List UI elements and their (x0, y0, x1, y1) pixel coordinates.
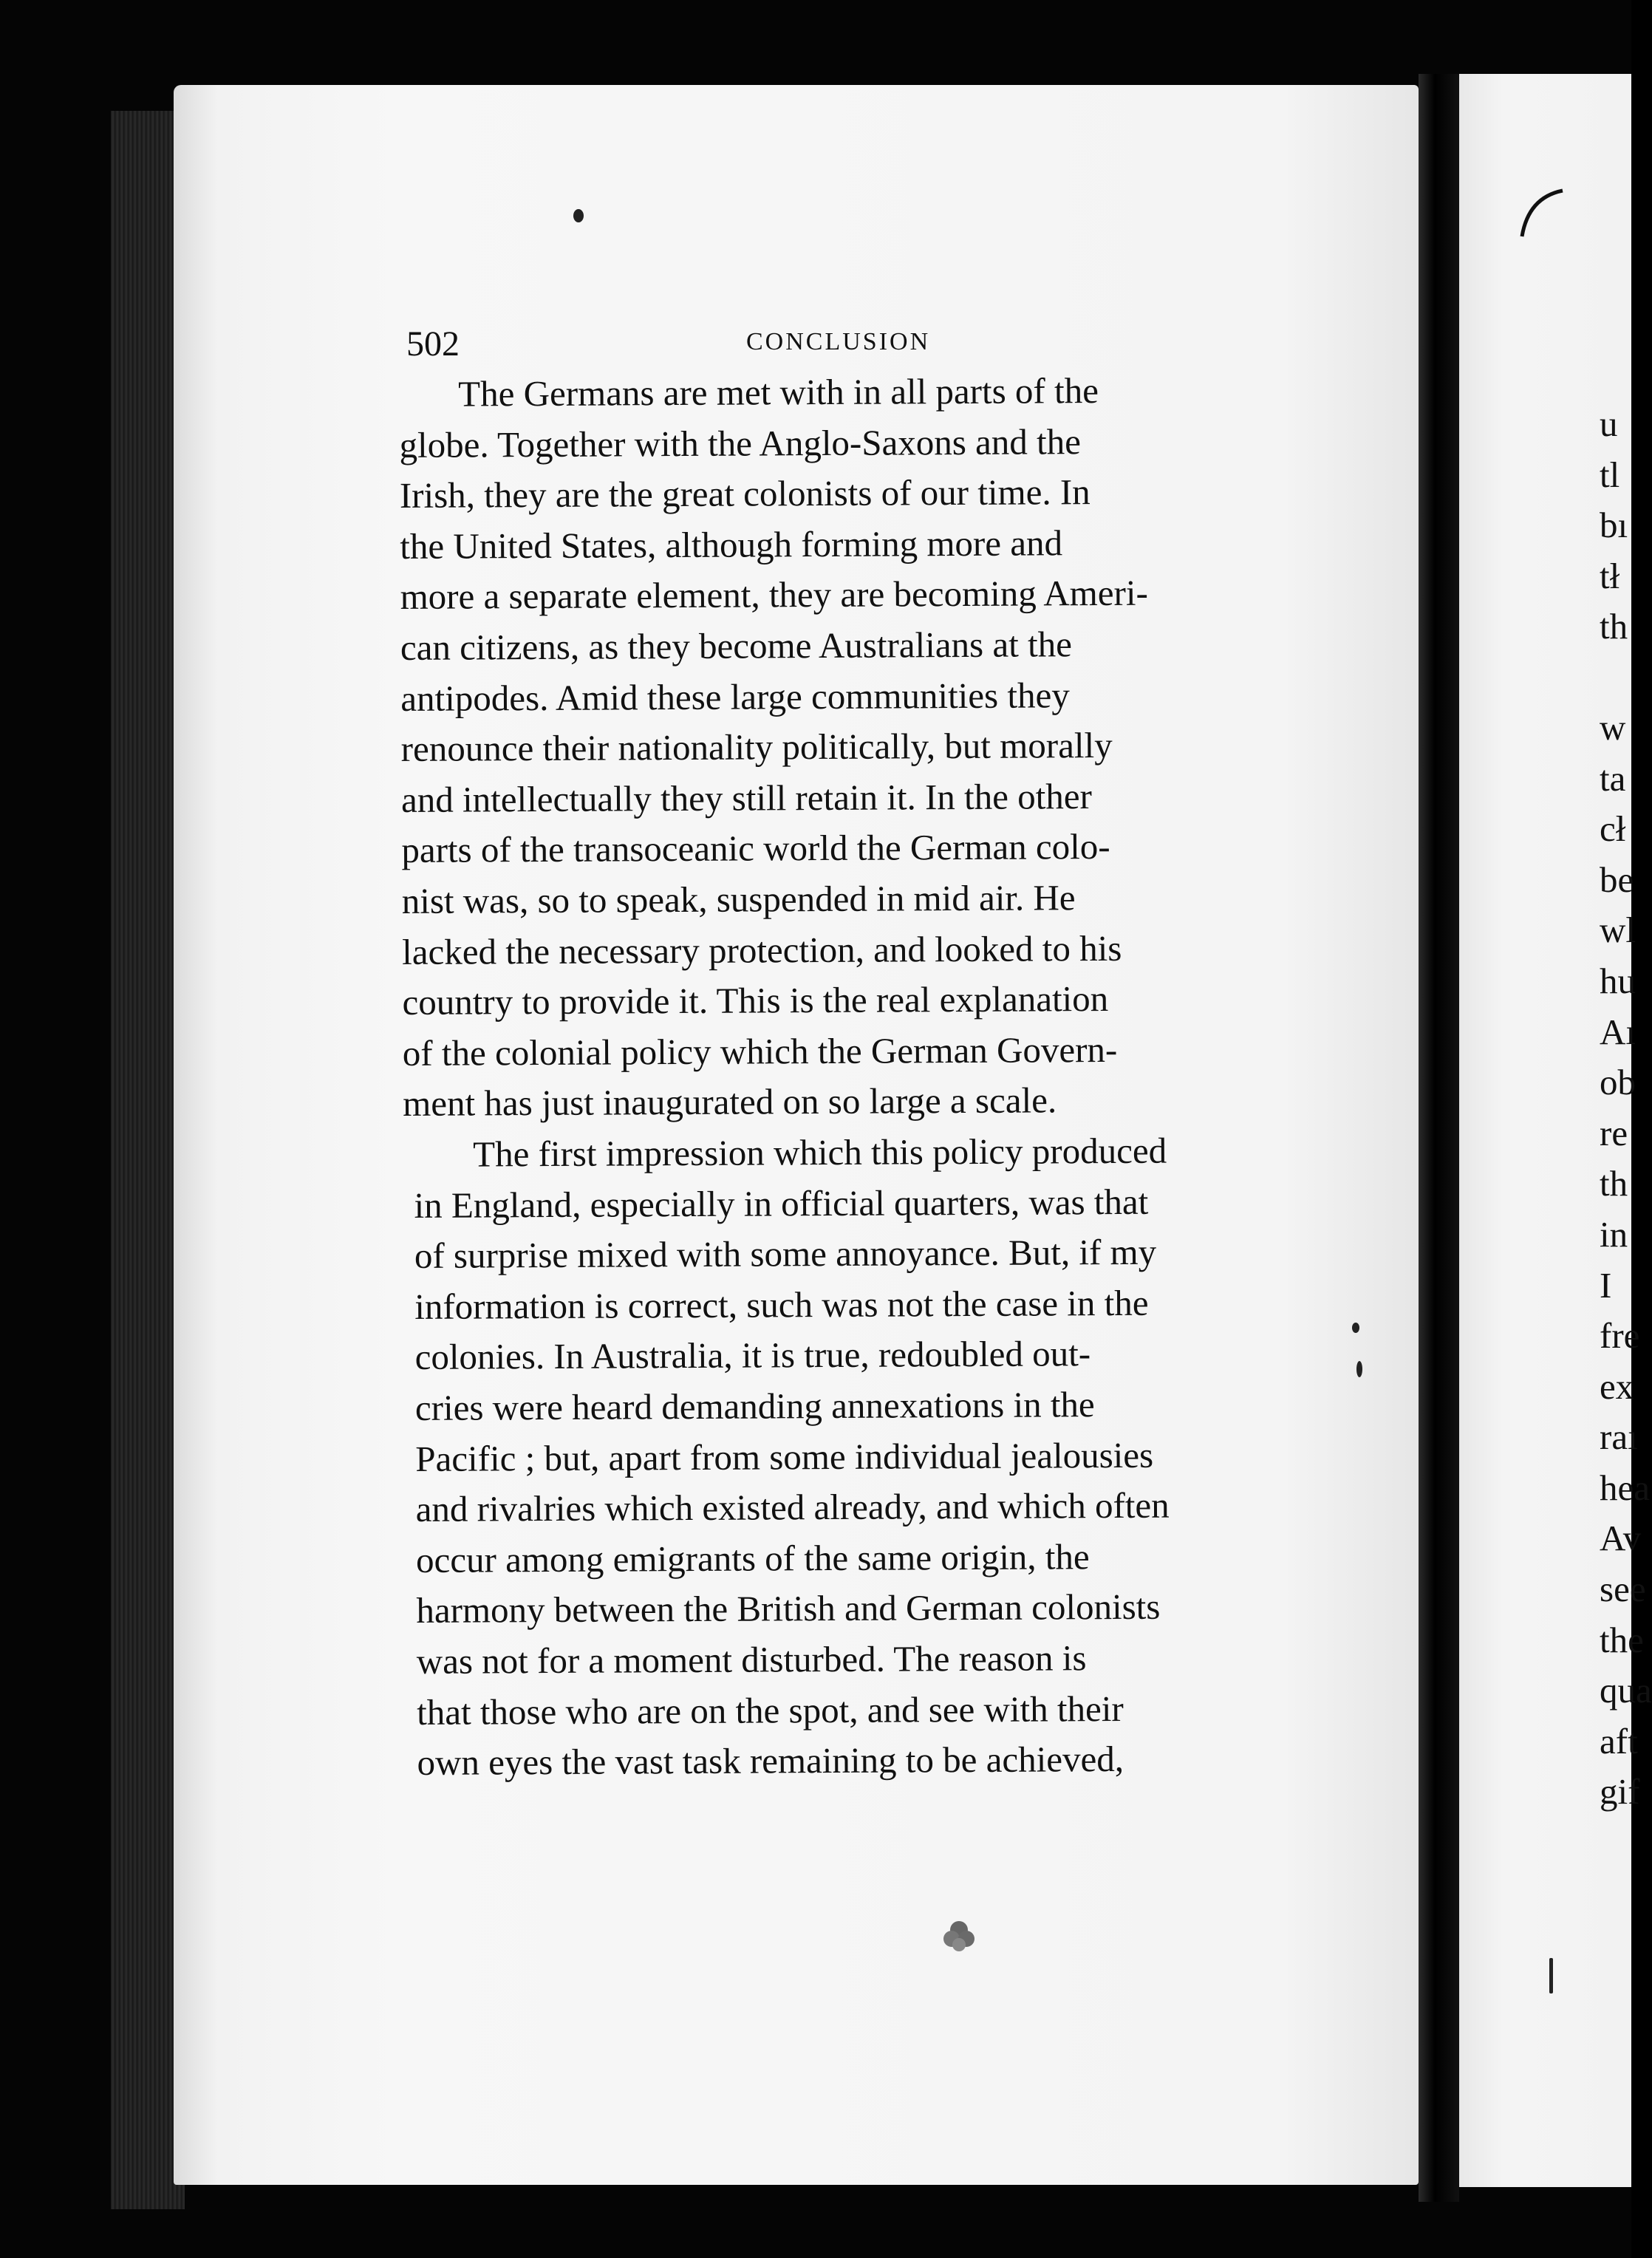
fragment-line: th (1600, 1163, 1628, 1204)
text-line: The Germans are met with in all parts of the (458, 370, 1099, 415)
pencil-mark-icon (1507, 177, 1574, 244)
ink-speck (573, 209, 584, 222)
fragment-line: ob (1600, 1062, 1636, 1103)
fragment-line: Av (1600, 1518, 1642, 1559)
text-line: cries were heard demanding annexations in the (414, 1384, 1095, 1428)
text-line: and rivalries which existed already, and which often (415, 1484, 1170, 1530)
fragment-line: the (1600, 1619, 1644, 1660)
text-line: colonies. In Australia, it is true, redoubled out- (414, 1333, 1091, 1378)
fragment-line: Aı (1600, 1011, 1636, 1052)
text-line: was not for a moment disturbed. The reason is (416, 1637, 1087, 1682)
fragment-line: hu (1600, 960, 1636, 1001)
paragraph-2 (414, 1125, 1322, 1788)
text-line: country to provide it. This is the real explanation (402, 978, 1109, 1023)
text-line: can citizens, as they become Australians at the (400, 624, 1073, 668)
fragment-line: ta (1600, 757, 1626, 799)
text-line: renounce their nationality politically, but morally (400, 725, 1113, 770)
ink-speck (1549, 1958, 1553, 1993)
text-line: ment has just inaugurated on so large a scale. (403, 1079, 1057, 1125)
fragment-line: be (1600, 859, 1634, 900)
fragment-line: ex (1600, 1365, 1634, 1407)
fragment-line: I (1600, 1264, 1612, 1306)
text-line: that those who are on the spot, and see with their (416, 1688, 1124, 1733)
running-head: CONCLUSION (746, 328, 931, 355)
text-line: more a separate element, they are becoming Ameri- (400, 573, 1148, 618)
fragment-line: qua (1600, 1670, 1652, 1711)
fragment-line: aft (1600, 1720, 1638, 1761)
page-header (399, 310, 1319, 369)
fragment-line: w (1600, 706, 1626, 748)
text-line: Irish, they are the great colonists of our time. In (399, 471, 1090, 516)
text-line: globe. Together with the Anglo-Saxons and the (399, 420, 1082, 465)
book-gutter (1419, 74, 1459, 2202)
fragment-line: gif (1600, 1771, 1640, 1812)
text-line: occur among emigrants of the same origin, the (415, 1535, 1090, 1580)
text-line: information is correct, such was not the case in the (414, 1282, 1149, 1327)
facing-page-text-fragments (1600, 399, 1652, 1818)
fragment-line: wl (1600, 910, 1636, 951)
fragment-line: cł (1600, 808, 1626, 850)
text-line: of the colonial policy which the German Govern- (402, 1029, 1118, 1074)
text-line: antipodes. Amid these large communities they (400, 674, 1070, 719)
text-line: harmony between the British and German colonists (416, 1586, 1161, 1631)
fragment-line: bı (1600, 505, 1628, 546)
ink-blot-ornament-icon (937, 1914, 981, 1958)
fragment-line: hea (1600, 1467, 1650, 1508)
fragment-line: u (1600, 403, 1618, 444)
fragment-line: tł (1600, 555, 1620, 596)
text-line: and intellectually they still retain it. In the other (400, 775, 1092, 820)
text-line: of surprise mixed with some annoyance. But, if my (414, 1231, 1157, 1277)
text-line: Pacific ; but, apart from some individual jealousies (415, 1434, 1154, 1479)
text-line: The first impression which this policy produced (473, 1130, 1167, 1175)
text-line: in England, especially in official quarters, was that (414, 1181, 1149, 1226)
text-line: nist was, so to speak, suspended in mid air. He (401, 877, 1076, 921)
fragment-line: th (1600, 606, 1628, 647)
text-line: parts of the transoceanic world the German colo- (401, 826, 1110, 871)
fragment-line: fre (1600, 1315, 1640, 1357)
text-line: own eyes the vast task remaining to be achieved, (417, 1739, 1124, 1784)
paragraph-1 (399, 364, 1322, 1129)
page-text-block (399, 310, 1319, 1789)
fragment-line: see (1600, 1569, 1646, 1610)
ink-speck (1352, 1323, 1359, 1333)
text-line: the United States, although forming more and (400, 522, 1063, 567)
page-number: 502 (406, 324, 460, 364)
text-line: lacked the necessary protection, and looked to his (401, 927, 1122, 972)
ink-speck (1356, 1361, 1362, 1377)
fragment-line: raı (1600, 1416, 1638, 1458)
fragment-line: re (1600, 1112, 1628, 1153)
fragment-line: in (1600, 1213, 1628, 1255)
fragment-line: tl (1600, 454, 1620, 495)
